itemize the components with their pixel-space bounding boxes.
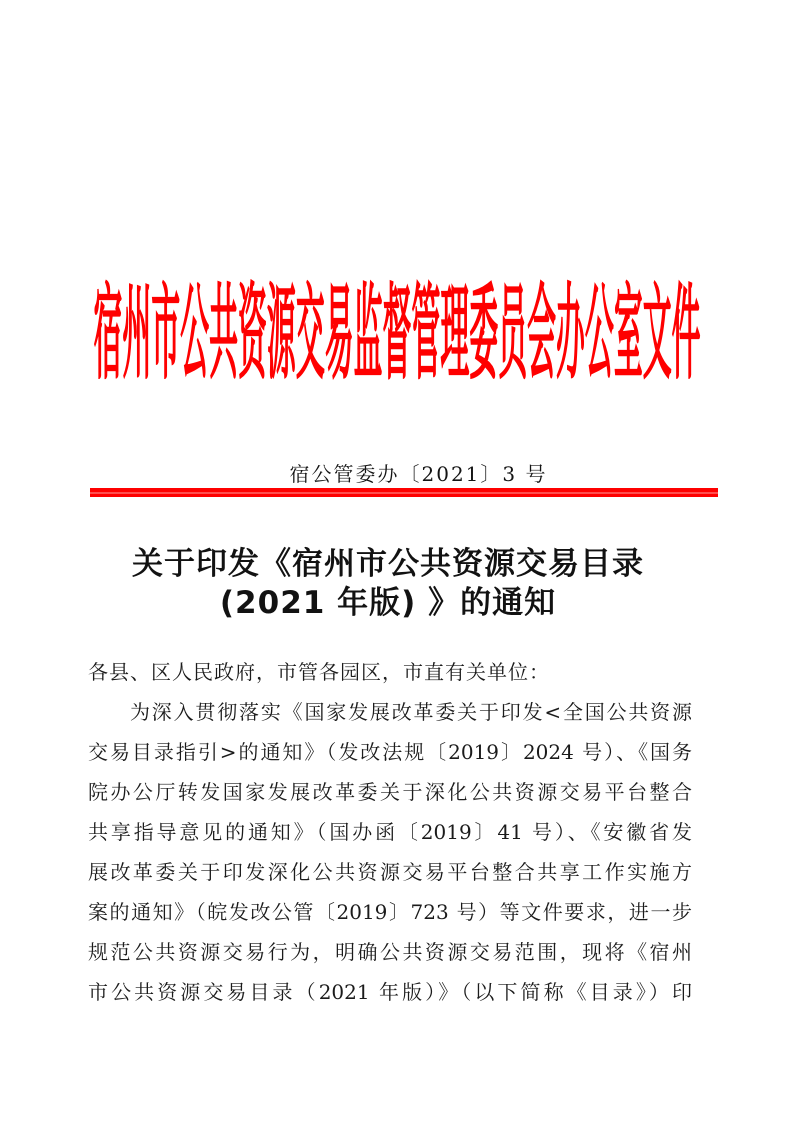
body-line: 交易目录指引>的通知》（发改法规〔2019〕2024 号）、《国务 bbox=[88, 740, 692, 764]
body-line: 市公共资源交易目录（2021 年版）》（以下简称《目录》）印 bbox=[88, 980, 692, 1004]
body-line: 展改革委关于印发深化公共资源交易平台整合共享工作实施方 bbox=[88, 860, 692, 884]
notice-body bbox=[88, 652, 692, 1012]
document-number: 宿公管委办〔2021〕3 号 bbox=[289, 462, 548, 486]
letterhead-title: 宿州市公共资源交易监督管理委员会办公室文件 bbox=[92, 273, 701, 395]
notice-title bbox=[88, 545, 688, 623]
red-divider-rule bbox=[90, 488, 718, 497]
body-line: 为深入贯彻落实《国家发展改革委关于印发<全国公共资源 bbox=[130, 700, 692, 724]
body-line: 案的通知》（皖发改公管〔2019〕723 号）等文件要求，进一步 bbox=[88, 900, 692, 924]
notice-title-line1: 关于印发《宿州市公共资源交易目录 bbox=[132, 546, 644, 582]
notice-title-line2: (2021 年版) 》的通知 bbox=[219, 585, 557, 621]
body-line: 院办公厅转发国家发展改革委关于深化公共资源交易平台整合 bbox=[88, 780, 692, 804]
salutation-line: 各县、区人民政府，市管各园区，市直有关单位： bbox=[88, 660, 550, 684]
letterhead-banner bbox=[0, 273, 793, 395]
body-line: 规范公共资源交易行为，明确公共资源交易范围，现将《宿州 bbox=[88, 940, 692, 964]
body-line: 共享指导意见的通知》（国办函〔2019〕41 号）、《安徽省发 bbox=[88, 820, 692, 844]
